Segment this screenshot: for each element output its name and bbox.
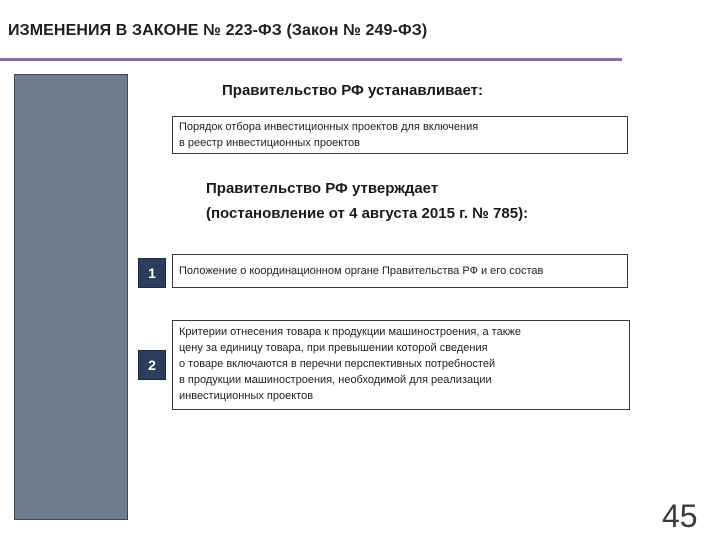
item-1-text: Положение о координационном органе Правительства РФ и его состав [179, 265, 544, 277]
section2-heading: Правительство РФ утверждает (постановление от 4 августа 2015 г. № 785): [206, 180, 529, 222]
page-number: 45 [662, 498, 698, 534]
sidebar-panel [14, 74, 128, 520]
section1-box-text: Порядок отбора инвестиционных проектов для включения в реестр инвестиционных проектов [179, 121, 479, 149]
slide-title: ИЗМЕНЕНИЯ В ЗАКОНЕ № 223-ФЗ (Закон № 249-ФЗ) [8, 22, 428, 39]
section1-box [172, 116, 628, 154]
item-1-number-badge: 1 [138, 258, 166, 288]
item-1-box [172, 254, 628, 288]
item-2-box [172, 320, 630, 410]
item-2-number-badge: 2 [138, 350, 166, 380]
item-2-text: Критерии отнесения товара к продукции машиностроения, а также цену за единицу товара, при превышении которой сведения о товаре включаются в перечни перспективных потребностей в продукции машиностроения, необходимой для реализации инвестиционных проектов [179, 326, 521, 402]
title-underline [0, 58, 622, 61]
section1-heading: Правительство РФ устанавливает: [222, 82, 484, 99]
